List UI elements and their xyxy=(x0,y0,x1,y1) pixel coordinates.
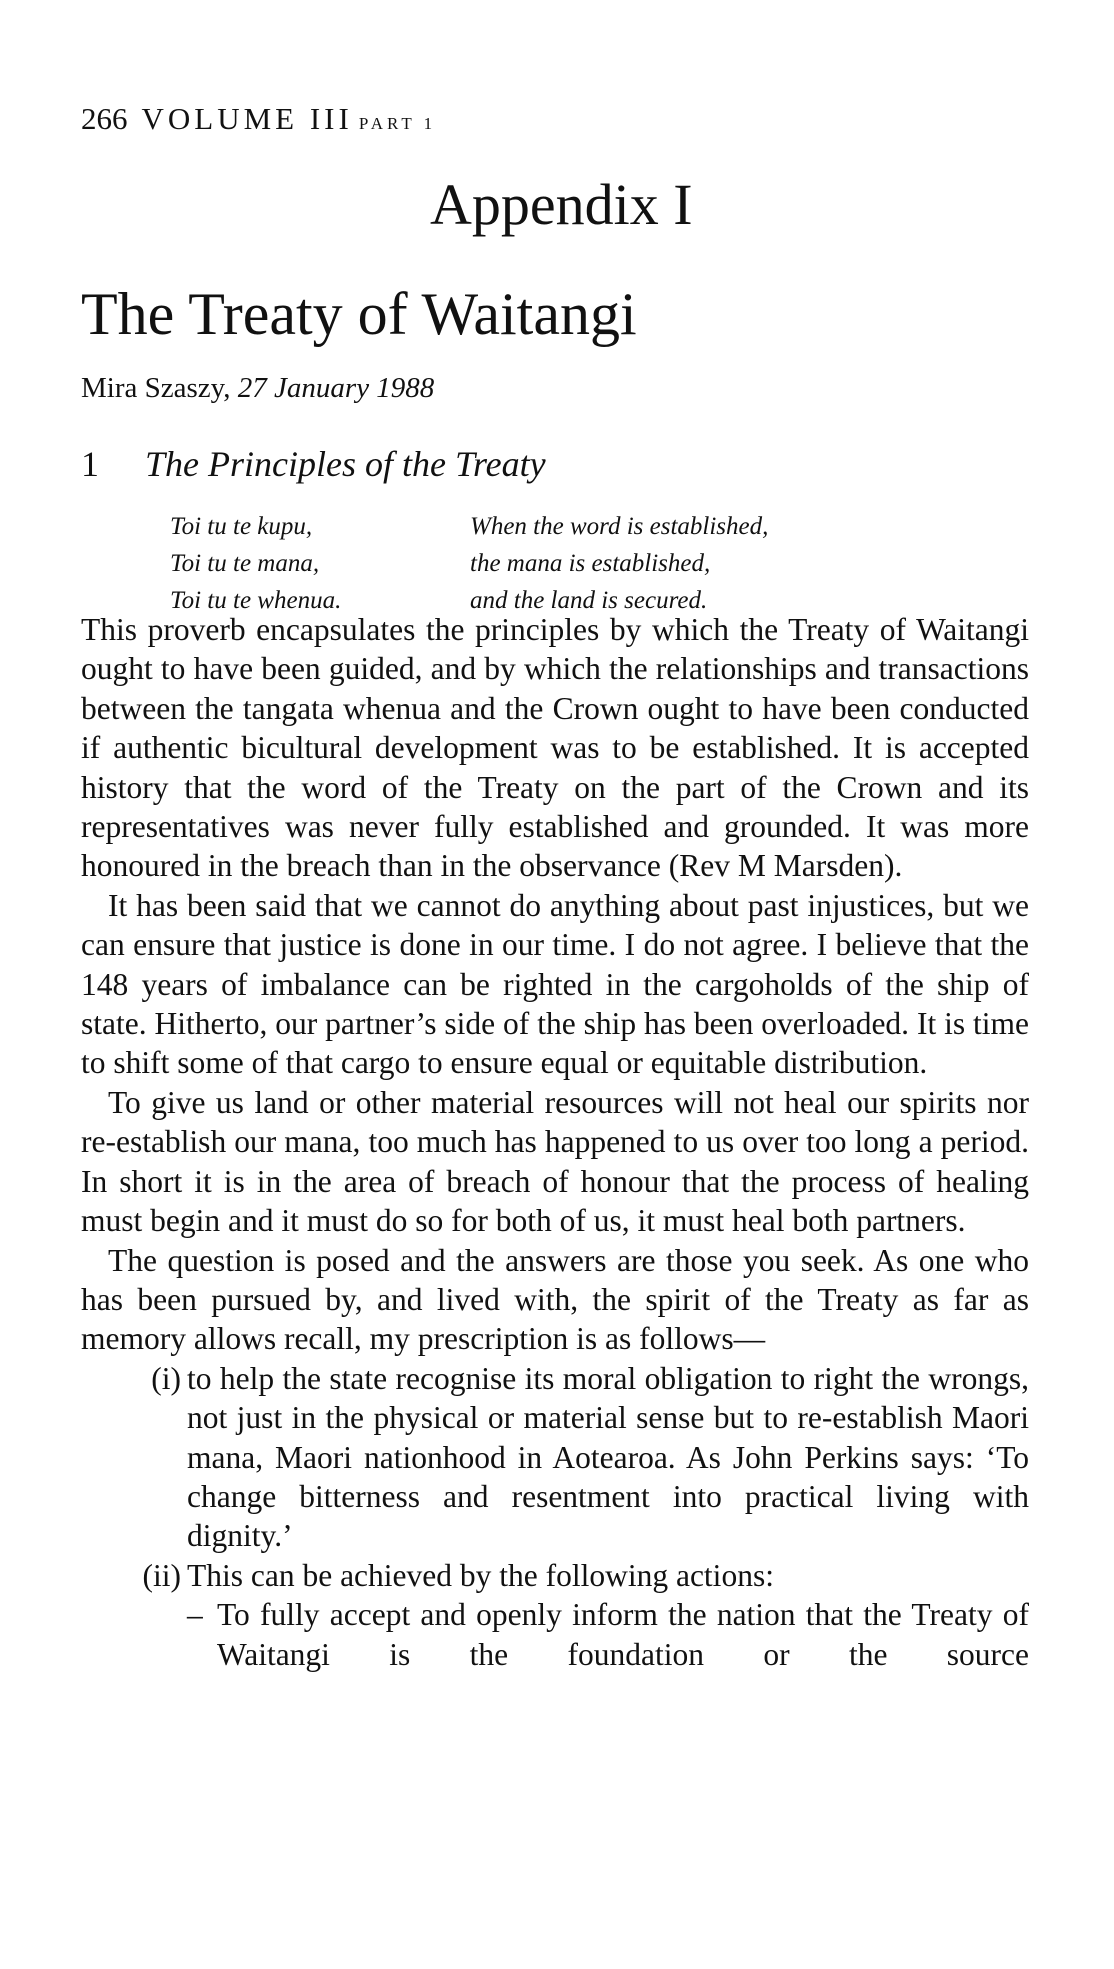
list-item-label: (ii) xyxy=(142,1557,181,1593)
section-number: 1 xyxy=(81,444,99,484)
dash-item-label: – xyxy=(187,1597,203,1633)
proverb-english: When the word is established, xyxy=(470,513,769,540)
proverb-maori: Toi tu te whenua. xyxy=(170,587,342,614)
appendix-title: Appendix I xyxy=(430,172,693,237)
proverb-maori: Toi tu te kupu, xyxy=(170,513,313,540)
body-text xyxy=(81,610,1029,1674)
list-item-text: to help the state recognise its moral obligation to right the wrongs, not just in the physical or material sense but to re-establish Maori mana, Maori nationhood in Aotearoa. As John Perkins says: ‘To change bitterness and resentment into practical living with dignity.’ xyxy=(187,1360,1029,1554)
part-label: PART 1 xyxy=(358,114,437,133)
author-name: Mira Szaszy, xyxy=(81,372,231,404)
author-line xyxy=(81,374,434,403)
paragraph: The question is posed and the answers are those you seek. As one who has been pursued by, and lived with, the spirit of the Treaty as far as memory allows recall, my prescription is as follows— xyxy=(81,1242,1029,1357)
list-item xyxy=(81,1359,1029,1556)
proverb-line xyxy=(170,508,1050,545)
page-title: The Treaty of Waitangi xyxy=(81,281,637,347)
page-number: 266 xyxy=(81,101,128,136)
proverb xyxy=(170,508,1050,619)
dash-item-text: To fully accept and openly inform the nation that the Treaty of Waitangi is the foundation or the source xyxy=(217,1597,1029,1672)
volume-label: VOLUME III xyxy=(141,101,353,136)
section-heading xyxy=(81,446,546,482)
proverb-english: the mana is established, xyxy=(470,550,711,577)
paragraph: It has been said that we cannot do anything about past injustices, but we can ensure that justice is done in our time. I do not agree. I believe that the 148 years of imbalance can be righted in the cargoholds of the ship of state. Hitherto, our partner’s side of the ship has been overloaded. It is time to shift some of that cargo to ensure equal or equitable distribution. xyxy=(81,887,1029,1081)
paragraph: This proverb encapsulates the principles by which the Treaty of Waitangi ought to have been guided, and by which the relationships and transactions between the tangata whenua and the Crown ought to have been conducted if authentic bicultural development was to be established. It is accepted history that the word of the Treaty on the part of the Crown and its representatives was never fully established and grounded. It was more honoured in the breach than in the observance (Rev M Marsden). xyxy=(81,612,1029,884)
proverb-maori: Toi tu te mana, xyxy=(170,550,320,577)
list-item-text: This can be achieved by the following actions: xyxy=(187,1557,774,1593)
dash-item xyxy=(187,1595,1029,1674)
proverb-line xyxy=(170,545,1050,582)
paragraph: To give us land or other material resources will not heal our spirits nor re-establish our mana, too much has happened to us over too long a period. In short it is in the area of breach of honour that the process of healing must begin and it must do so for both of us, it must heal both partners. xyxy=(81,1084,1029,1239)
proverb-english: and the land is secured. xyxy=(470,587,708,614)
list-item-label: (i) xyxy=(151,1360,181,1396)
author-date: 27 January 1988 xyxy=(237,372,435,404)
list-item xyxy=(81,1556,1029,1595)
running-head xyxy=(81,103,436,134)
section-title: The Principles of the Treaty xyxy=(145,444,546,484)
